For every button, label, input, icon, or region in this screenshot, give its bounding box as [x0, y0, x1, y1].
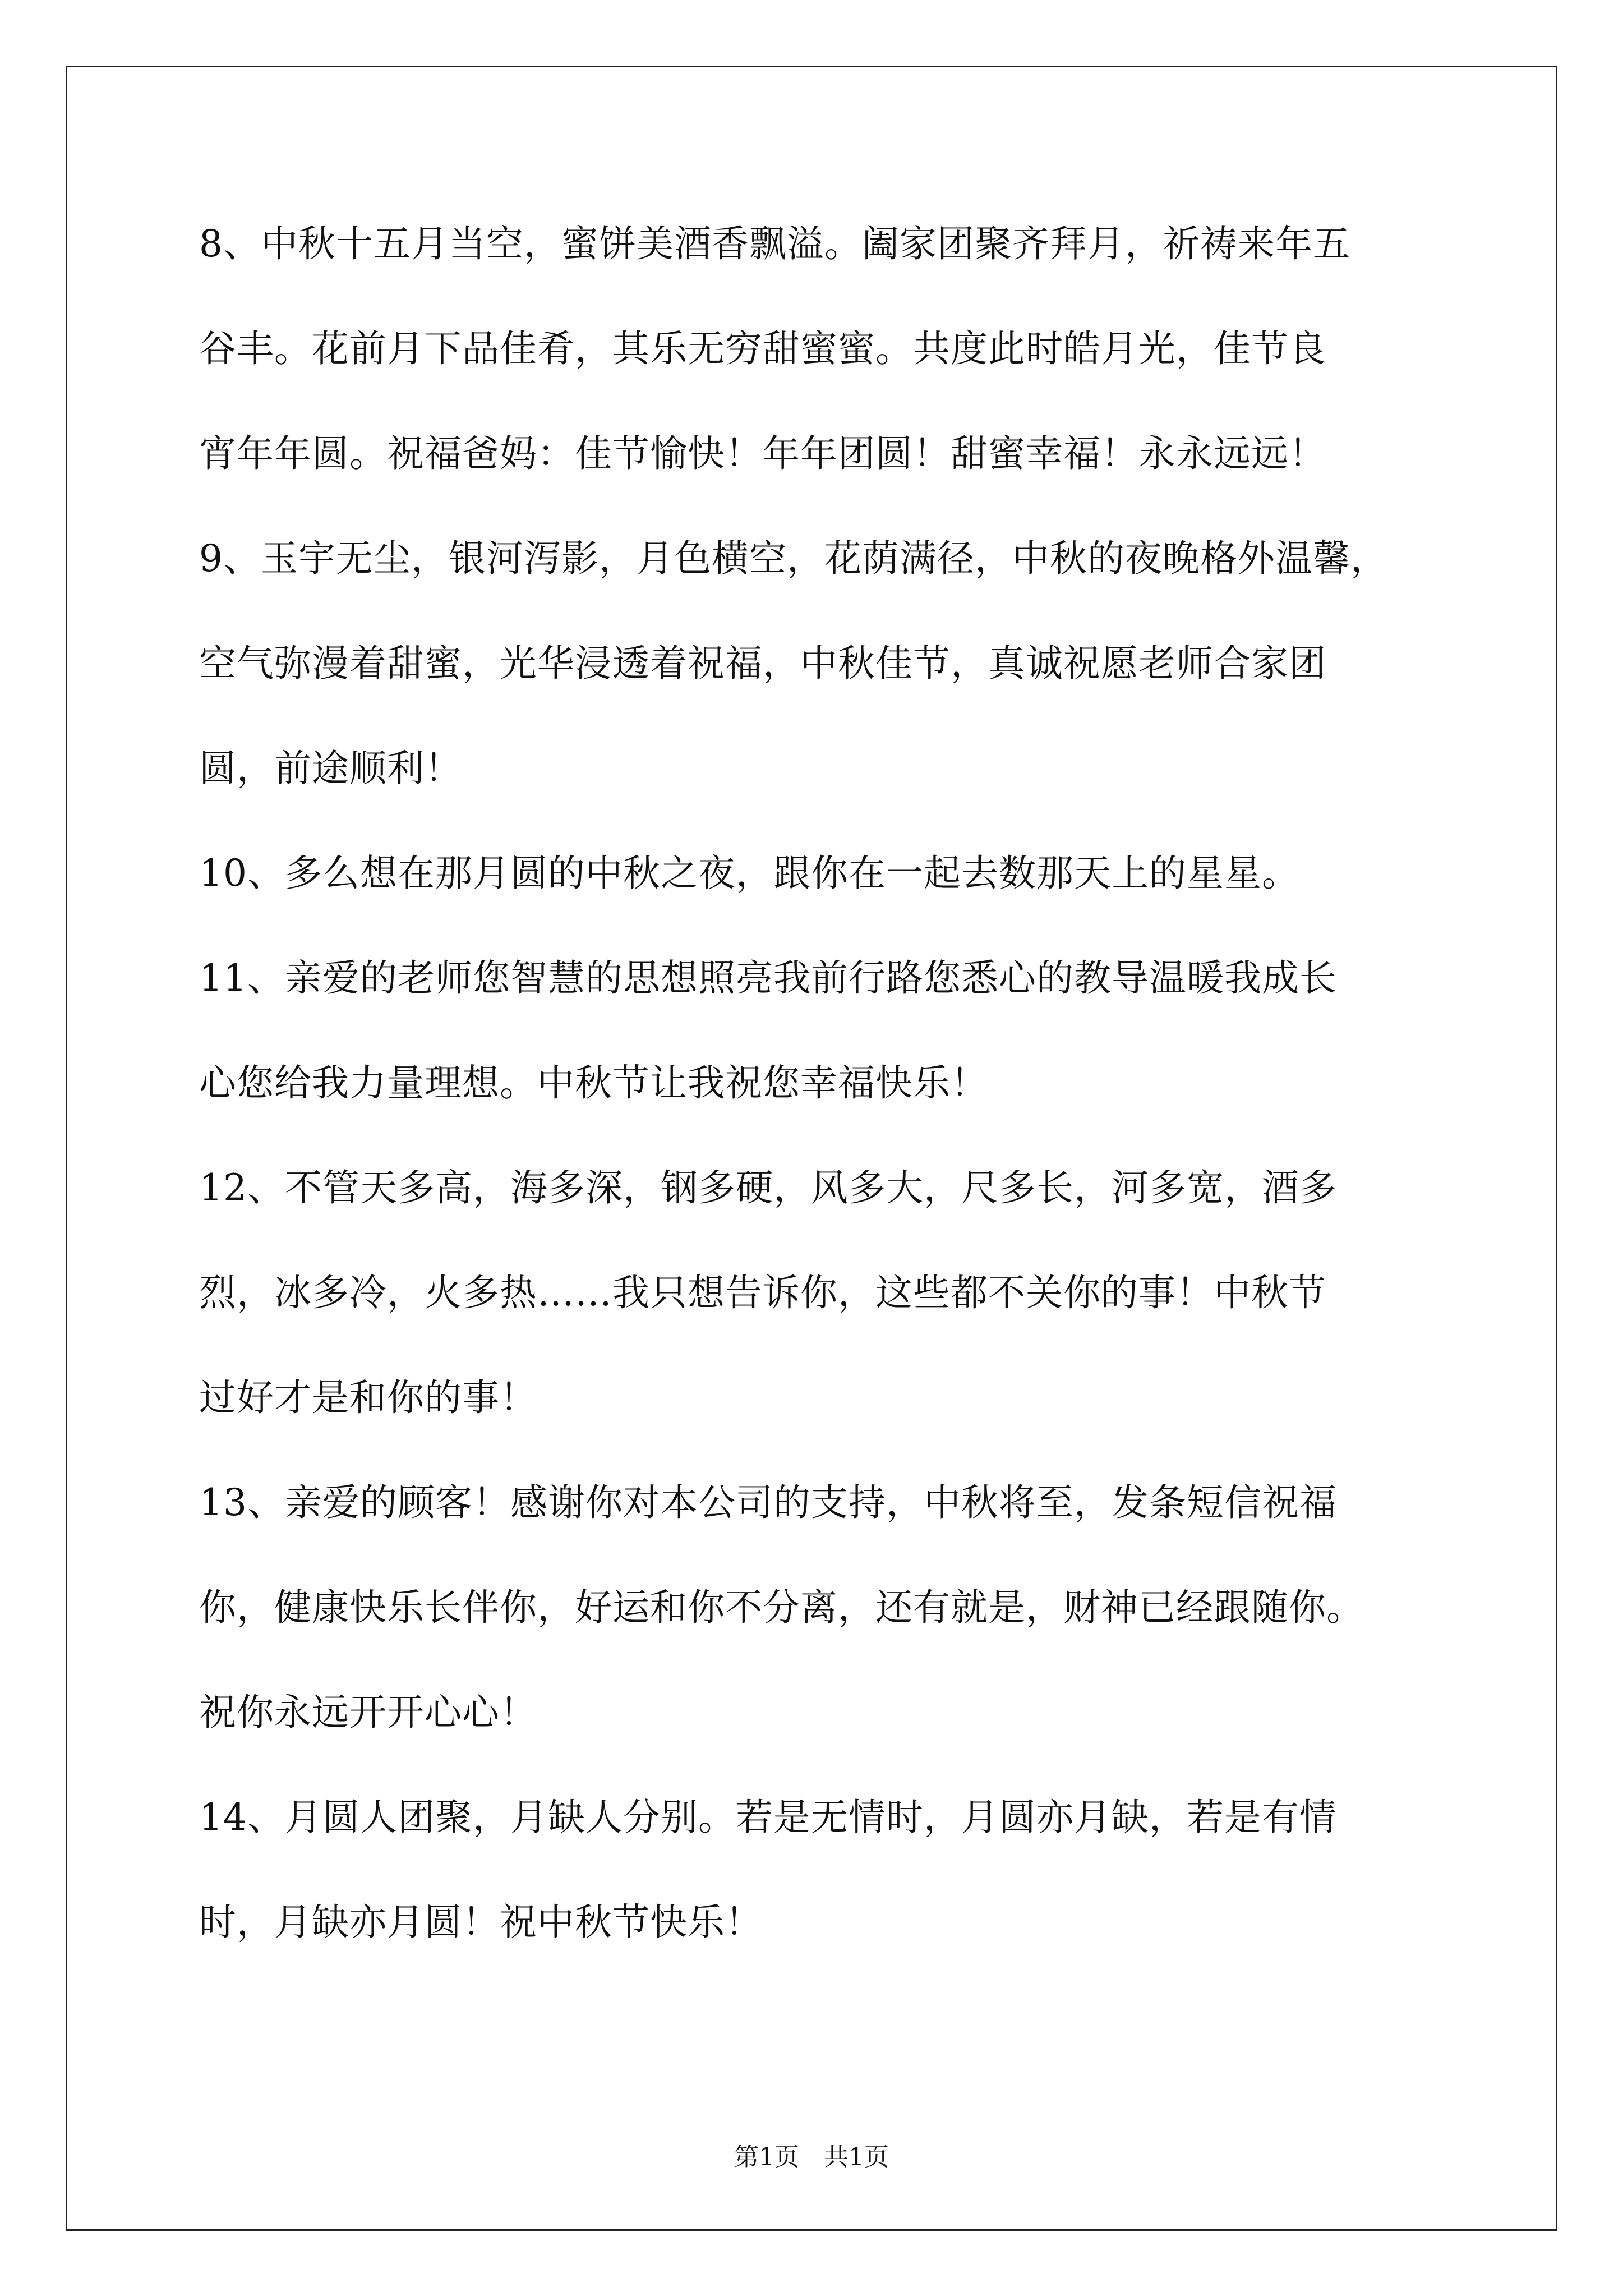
text-line: 过好才是和你的事！ — [199, 1376, 537, 1419]
text-line: 13、亲爱的顾客！感谢你对本公司的支持，中秋将至，发条短信祝福 — [199, 1481, 1337, 1524]
text-line: 时，月缺亦月圆！祝中秋节快乐！ — [199, 1901, 763, 1944]
text-line: 12、不管天多高，海多深，钢多硬，风多大，尺多长，河多宽，酒多 — [199, 1166, 1337, 1209]
text-line: 圆，前途顺利！ — [199, 747, 462, 790]
text-line: 你，健康快乐长伴你，好运和你不分离，还有就是，财神已经跟随你。 — [199, 1586, 1364, 1629]
text-line: 烈，冰多冷，火多热……我只想告诉你，这些都不关你的事！中秋节 — [199, 1271, 1326, 1314]
text-line: 8、中秋十五月当空，蜜饼美酒香飘溢。阖家团聚齐拜月，祈祷来年五 — [199, 222, 1350, 265]
text-line: 9、玉宇无尘，银河泻影，月色横空，花荫满径，中秋的夜晚格外温馨， — [199, 537, 1388, 580]
text-line: 11、亲爱的老师您智慧的思想照亮我前行路您悉心的教导温暖我成长 — [199, 956, 1337, 1000]
text-line: 10、多么想在那月圆的中秋之夜，跟你在一起去数那天上的星星。 — [199, 852, 1299, 895]
text-line: 祝你永远开开心心！ — [199, 1691, 537, 1734]
text-line: 宵年年圆。祝福爸妈：佳节愉快！年年团圆！甜蜜幸福！永永远远！ — [199, 432, 1326, 475]
text-line: 谷丰。花前月下品佳肴，其乐无穷甜蜜蜜。共度此时皓月光，佳节良 — [199, 327, 1326, 370]
text-line: 心您给我力量理想。中秋节让我祝您幸福快乐！ — [199, 1061, 988, 1105]
text-line: 14、月圆人团聚，月缺人分别。若是无情时，月圆亦月缺，若是有情 — [199, 1796, 1337, 1839]
text-line: 空气弥漫着甜蜜，光华浸透着祝福，中秋佳节，真诚祝愿老师合家团 — [199, 642, 1326, 685]
page-footer: 第1页 共1页 — [734, 2143, 889, 2171]
